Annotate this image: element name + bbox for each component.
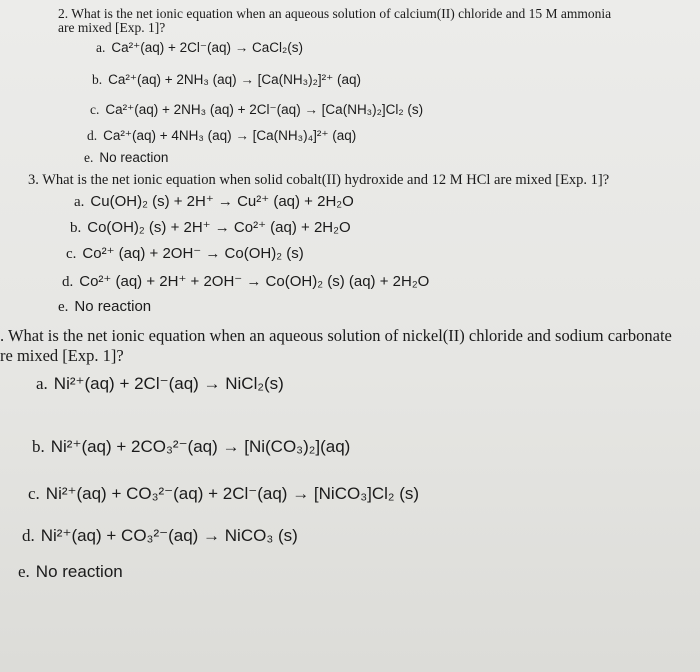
option-text: Ni²⁺(aq) + 2CO₃²⁻(aq) → [Ni(CO₃)₂](aq) — [50, 437, 351, 456]
question-2-option-c — [90, 102, 423, 118]
question-3-option-d — [62, 272, 429, 291]
question-2-option-d — [87, 128, 356, 144]
option-text: Co²⁺ (aq) + 2OH⁻ → Co(OH)₂ (s) — [82, 245, 304, 262]
question-2-option-a — [96, 40, 303, 56]
question-3-option-c — [66, 244, 304, 263]
option-label: a. — [96, 40, 106, 55]
option-text: No reaction — [99, 150, 169, 165]
option-label: d. — [87, 128, 98, 143]
question-4-stem-line1: . What is the net ionic equation when an aqueous solution of nickel(II) chloride and sodium carbonate — [0, 326, 672, 345]
option-label: c. — [66, 246, 77, 262]
question-2-option-b — [92, 72, 361, 88]
option-text: Cu(OH)₂ (s) + 2H⁺ → Cu²⁺ (aq) + 2H₂O — [90, 193, 354, 210]
question-4-option-c — [28, 484, 419, 504]
option-text: Ca²⁺(aq) + 4NH₃ (aq) → [Ca(NH₃)₄]²⁺ (aq) — [103, 128, 357, 143]
option-text: Co(OH)₂ (s) + 2H⁺ → Co²⁺ (aq) + 2H₂O — [87, 219, 351, 236]
question-3-stem: 3. What is the net ionic equation when solid cobalt(II) hydroxide and 12 M HCl are mixed [Exp. 1]? — [28, 172, 610, 188]
question-2-option-e — [84, 150, 168, 166]
option-label: d. — [22, 526, 35, 545]
option-label: a. — [74, 194, 85, 210]
option-text: No reaction — [74, 298, 152, 315]
option-text: Ca²⁺(aq) + 2NH₃ (aq) + 2Cl⁻(aq) → [Ca(NH₃)₂]Cl₂ (s) — [105, 102, 424, 117]
question-4-option-e — [18, 562, 123, 582]
option-text: Ca²⁺(aq) + 2Cl⁻(aq) → CaCl₂(s) — [111, 40, 304, 55]
option-text: Ni²⁺(aq) + CO₃²⁻(aq) → NiCO₃ (s) — [40, 526, 298, 545]
option-label: e. — [84, 150, 94, 165]
option-label: d. — [62, 274, 74, 290]
question-4-stem-line2: re mixed [Exp. 1]? — [0, 346, 124, 365]
option-label: b. — [92, 72, 103, 87]
option-label: c. — [28, 484, 40, 503]
option-label: e. — [18, 562, 30, 581]
option-text: Ca²⁺(aq) + 2NH₃ (aq) → [Ca(NH₃)₂]²⁺ (aq) — [108, 72, 362, 87]
option-label: b. — [32, 437, 45, 456]
question-2-stem-line2: are mixed [Exp. 1]? — [58, 20, 166, 35]
option-label: a. — [36, 374, 48, 393]
option-text: No reaction — [35, 562, 123, 581]
question-4-option-a — [36, 374, 284, 394]
option-label: c. — [90, 102, 100, 117]
question-4-option-d — [22, 526, 298, 546]
question-3-option-b — [70, 218, 351, 237]
question-3-option-a — [74, 192, 354, 211]
option-label: e. — [58, 299, 69, 315]
option-label: b. — [70, 220, 82, 236]
option-text: Co²⁺ (aq) + 2H⁺ + 2OH⁻ → Co(OH)₂ (s) (aq) + 2H₂O — [79, 273, 430, 290]
option-text: Ni²⁺(aq) + 2Cl⁻(aq) → NiCl₂(s) — [53, 374, 284, 393]
option-text: Ni²⁺(aq) + CO₃²⁻(aq) + 2Cl⁻(aq) → [NiCO₃]Cl₂ (s) — [45, 484, 420, 503]
question-2-stem-line1: 2. What is the net ionic equation when an aqueous solution of calcium(II) chloride and 15 M ammonia — [58, 6, 612, 21]
question-3-option-e — [58, 298, 151, 316]
question-4-option-b — [32, 437, 350, 457]
